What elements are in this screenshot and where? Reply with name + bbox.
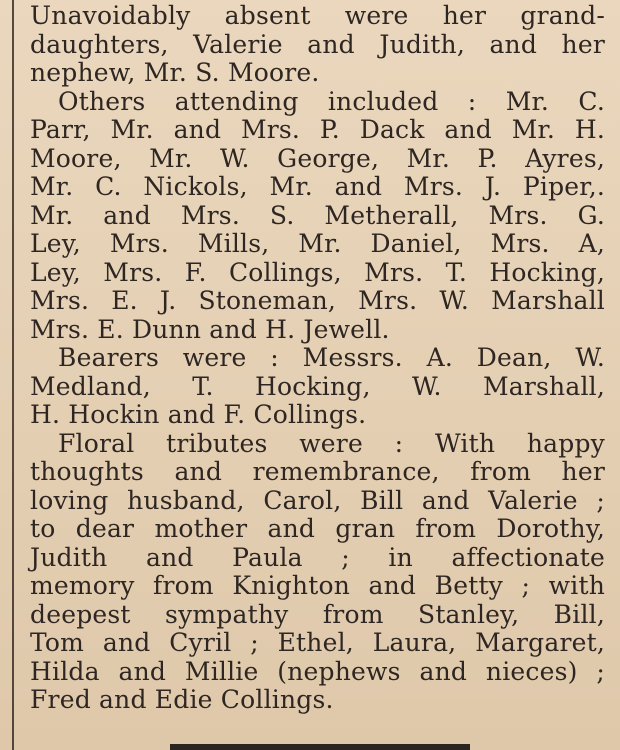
- text-line: deepest sympathy from Stanley, Bill,: [30, 599, 605, 629]
- text-line: loving husband, Carol, Bill and Valerie ;: [30, 485, 605, 515]
- text-line: Mrs. E. Dunn and H. Jewell.: [30, 314, 390, 344]
- text-line: to dear mother and gran from Dorothy,: [30, 514, 605, 543]
- text-line: daughters, Valerie and Judith, and her: [30, 29, 605, 59]
- text-line: Medland, T. Hocking, W. Marshall,: [30, 371, 605, 401]
- paragraph-start-line: Others attending included : Mr. C.: [58, 86, 605, 116]
- text-line: Fred and Edie Collings.: [30, 685, 334, 714]
- text-line: thoughts and remembrance, from her: [30, 457, 605, 486]
- article-text: [30, 2, 605, 715]
- text-line: Moore, Mr. W. George, Mr. P. Ayres,: [30, 143, 605, 173]
- text-line: Parr, Mr. and Mrs. P. Dack and Mr. H.: [30, 115, 605, 144]
- text-line: Judith and Paula ; in affectionate: [30, 542, 605, 572]
- text-line: nephew, Mr. S. Moore.: [30, 58, 320, 87]
- text-line: Ley, Mrs. Mills, Mr. Daniel, Mrs. A,: [30, 229, 605, 258]
- bottom-rule: [170, 744, 470, 750]
- text-line: H. Hockin and F. Collings.: [30, 400, 367, 429]
- column-rule: [12, 0, 14, 750]
- text-line: Tom and Cyril ; Ethel, Laura, Margaret,: [30, 628, 605, 657]
- text-line: Unavoidably absent were her grand-: [30, 1, 605, 30]
- paragraph-start-line: Bearers were : Messrs. A. Dean, W.: [58, 343, 605, 372]
- text-line: memory from Knighton and Betty ; with: [30, 571, 605, 600]
- text-line: Mr. C. Nickols, Mr. and Mrs. J. Piper,.: [30, 172, 605, 201]
- text-line: Mr. and Mrs. S. Metherall, Mrs. G.: [30, 200, 605, 230]
- text-line: Hilda and Millie (nephews and nieces) ;: [30, 656, 605, 686]
- text-line: Mrs. E. J. Stoneman, Mrs. W. Marshall: [30, 286, 605, 315]
- text-line: Ley, Mrs. F. Collings, Mrs. T. Hocking,: [30, 257, 605, 287]
- paragraph-start-line: Floral tributes were : With happy: [58, 428, 605, 458]
